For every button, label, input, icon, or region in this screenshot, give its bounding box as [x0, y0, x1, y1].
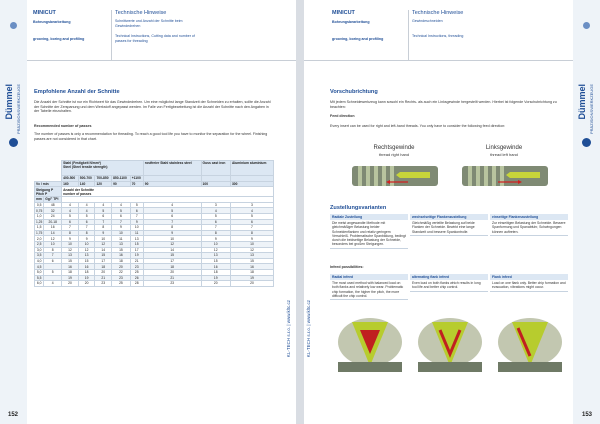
- passes-cell: 17: [130, 247, 143, 253]
- logo-icon: [9, 138, 18, 147]
- table-row: [35, 281, 274, 287]
- passes-cell: 16: [62, 264, 79, 270]
- passes-cell: 21: [130, 258, 143, 264]
- passes-cell: 23: [95, 281, 112, 287]
- left-page: [0, 0, 296, 424]
- passes-cell: 8: [62, 230, 79, 236]
- header-col-2: [115, 10, 205, 60]
- passes-cell: 20: [62, 281, 79, 287]
- sidebar-brand: Dümmel: [4, 84, 14, 120]
- pitch-mm-cell: 1,25: [35, 219, 43, 224]
- passes-cell: 15: [95, 253, 112, 259]
- passes-cell: 4: [78, 208, 95, 214]
- passes-cell: 6: [95, 213, 112, 219]
- pitch-tpi-cell: 14: [44, 230, 62, 236]
- passes-cell: 16: [112, 253, 131, 259]
- page-header: [27, 10, 296, 61]
- variant-alternating-en: [410, 274, 488, 292]
- passes-cell: 5: [201, 213, 230, 219]
- variant-radial: [330, 214, 408, 249]
- passes-label: Anzahl der Schnitte number of passes: [62, 187, 274, 197]
- passes-cell: 4: [95, 202, 112, 208]
- passes-cell: 10: [201, 241, 230, 247]
- col-group-stainless: rostfreier Stahl stainless steel: [143, 161, 201, 176]
- variant-text-en: Load on one flank only. Better chip formation and evacuation, vibrations might occur.: [490, 280, 568, 292]
- passes-cell: 8: [78, 230, 95, 236]
- passes-cell: 13: [130, 236, 143, 242]
- passes-cell: 19: [230, 275, 273, 281]
- passes-cell: 21: [95, 275, 112, 281]
- variant-text-en: Even load on both flanks which results in long tool life and better chip control.: [410, 280, 488, 292]
- sidebar-brand: Dümmel: [577, 84, 587, 120]
- header-subtitle-en: grooving, boring and profiling: [332, 36, 384, 41]
- pitch-mm-cell: 5,5: [35, 275, 44, 281]
- passes-cell: 19: [78, 275, 95, 281]
- pitch-mm-cell: 6,0: [35, 281, 44, 287]
- passes-cell: 15: [78, 258, 95, 264]
- passes-cell: 23: [130, 264, 143, 270]
- header-subtitle-en: grooving, boring and profiling: [33, 36, 85, 41]
- header-col2-en: Technical Instructions, threading: [412, 33, 464, 38]
- passes-cell: 20: [230, 281, 273, 287]
- passes-cell: 19: [201, 275, 230, 281]
- passes-cell: 18: [95, 264, 112, 270]
- zustellung-title: Zustellungsvarianten: [330, 205, 387, 211]
- intro-de: Die Anzahl der Schnitte ist nur ein Richtwert für das Gewindedrehen. Um eine möglichst lange Standzeit der Schneiden zu erhalten, sollte die Anzahl der Schnitte der Zerspanung und dem Werkstoff angepasst werden. Im Falle von Fertigbearbeitung ist die Anzahl der Schnitte nach den Angaben in der Tabelle einzuhalten.: [34, 100, 271, 114]
- variant-title: wechselseitige Flankenzustellung: [410, 214, 488, 220]
- passes-cell: 5: [143, 208, 201, 214]
- header-col-1: [33, 10, 109, 60]
- header-divider: [408, 10, 409, 60]
- section-title: Empfohlene Anzahl der Schnitte: [34, 89, 120, 95]
- passes-cell: 25: [130, 269, 143, 275]
- passes-cell: 7: [78, 225, 95, 231]
- passes-cell: 4: [143, 202, 201, 208]
- passes-cell: 21: [143, 275, 201, 281]
- vc-value: 100: [201, 181, 230, 187]
- band-4: 850-1100: [112, 176, 131, 182]
- passes-cell: 10: [130, 225, 143, 231]
- passes-cell: 4: [112, 202, 131, 208]
- passes-cell: 7: [130, 213, 143, 219]
- band-3: 700-850: [95, 176, 112, 182]
- passes-cell: 20: [201, 281, 230, 287]
- passes-cell: 12: [230, 247, 273, 253]
- passes-table: [34, 160, 274, 287]
- passes-cell: 7: [95, 219, 112, 225]
- passes-cell: 9: [230, 236, 273, 242]
- vc-value: 300: [230, 181, 273, 187]
- passes-cell: 11: [112, 236, 131, 242]
- passes-cell: 7: [112, 219, 131, 225]
- pitch-tpi-cell: 4: [44, 281, 62, 287]
- passes-cell: 16: [201, 264, 230, 270]
- header-title: MINICUT: [33, 10, 56, 16]
- logo-icon: [582, 138, 591, 147]
- passes-cell: 9: [62, 236, 79, 242]
- pitch-mm-cell: 2,5: [35, 241, 44, 247]
- pitch-mm-cell: 1,5: [35, 225, 44, 231]
- passes-cell: 13: [62, 253, 79, 259]
- vc-value: 90: [112, 181, 131, 187]
- passes-cell: 5: [95, 208, 112, 214]
- pitch-tpi-cell: 8: [44, 247, 62, 253]
- pitch-mm-cell: 1,0: [35, 213, 44, 219]
- passes-cell: 12: [62, 247, 79, 253]
- passes-cell: 3: [230, 202, 273, 208]
- passes-cell: 23: [143, 281, 201, 287]
- section-title: Vorschubrichtung: [330, 89, 378, 95]
- passes-cell: 5: [112, 208, 131, 214]
- sidebar-brand-sub: PRÄZISIONSWERKZEUGE: [16, 84, 21, 135]
- vertical-credit: KL-TECH s.r.o. | www.kltc.cz: [286, 300, 291, 358]
- passes-cell: 14: [143, 247, 201, 253]
- passes-cell: 20: [78, 281, 95, 287]
- header-divider: [111, 10, 112, 60]
- passes-cell: 26: [130, 275, 143, 281]
- vc-value: 70: [130, 181, 143, 187]
- vertical-credit: KL-TECH s.r.o. | www.kltc.cz: [306, 300, 311, 358]
- pitch-tpi-cell: 48: [44, 202, 62, 208]
- variant-text: Die meist angewandte Methode mit gleichmäßiger Belastung beider Schneidenflanken und relativ geringem Verschleiß. Problematische Spanbildung, bedingt durch die beidseitige Belastung der Schneide, besonders bei großen Steigungen.: [330, 220, 408, 249]
- pitch-mm-cell: 5,0: [35, 269, 44, 275]
- pitch-mm-cell: 0,5: [35, 202, 44, 208]
- pitch-tpi-cell: 12: [44, 236, 62, 242]
- passes-cell: 6: [201, 219, 230, 225]
- header-subtitle: Bohrungsbearbeitung: [332, 20, 370, 24]
- header-col2-title: Technische Hinweise: [412, 10, 464, 16]
- passes-cell: 12: [143, 241, 201, 247]
- variant-title-en: Flank infeed: [490, 274, 568, 280]
- intro-en: Every insert can be used for right and left-hand threads. You only have to consider the following feed direction:: [330, 124, 506, 128]
- pitch-tpi-cell: 16: [44, 225, 62, 231]
- variant-radial-en: [330, 274, 408, 300]
- passes-cell: 10: [230, 241, 273, 247]
- passes-cell: 9: [143, 230, 201, 236]
- pitch-tpi-cell: 7: [44, 253, 62, 259]
- header-col-1: [332, 10, 408, 60]
- right-page: [304, 0, 600, 424]
- pitch-tpi-cell: 6: [44, 258, 62, 264]
- passes-cell: 8: [230, 230, 273, 236]
- pitch-mm-cell: 2,0: [35, 236, 44, 242]
- passes-cell: 12: [78, 247, 95, 253]
- passes-cell: 12: [201, 247, 230, 253]
- passes-cell: 9: [130, 219, 143, 225]
- thread-right-label-en: thread right hand: [378, 152, 410, 157]
- passes-cell: 3: [201, 202, 230, 208]
- pitch-tpi-cell: 10: [44, 241, 62, 247]
- passes-cell: 7: [201, 225, 230, 231]
- intro-en: The number of passes is only a recommendation for threading. To reach a good tool life you have to monitor the separation for the wheel. Finishing passes are not considered in that chart.: [34, 132, 268, 141]
- passes-cell: 18: [143, 264, 201, 270]
- passes-cell: 15: [130, 241, 143, 247]
- passes-cell: 18: [78, 269, 95, 275]
- passes-cell: 9: [78, 236, 95, 242]
- vc-value: 120: [95, 181, 112, 187]
- passes-cell: 15: [201, 258, 230, 264]
- passes-cell: 6: [78, 219, 95, 225]
- intro-de: Mit jedem Schneidewerkzeug kann sowohl ein Rechts- als auch ein Linksgewinde hergestellt werden. Hierbei ist folgende Vorschubrichtung zu beachten:: [330, 100, 557, 109]
- vc-value: 160: [62, 181, 79, 187]
- header-col2-de: Gewindeschneiden: [412, 19, 443, 23]
- band-1: 400-500: [62, 176, 79, 182]
- passes-cell: 10: [112, 230, 131, 236]
- passes-cell: 20: [112, 264, 131, 270]
- passes-cell: 6: [130, 208, 143, 214]
- flank-infeed-graphic: [498, 318, 562, 372]
- passes-cell: 13: [230, 253, 273, 259]
- passes-cell: 15: [112, 247, 131, 253]
- passes-cell: 9: [201, 236, 230, 242]
- vc-value: 140: [78, 181, 95, 187]
- radial-infeed-graphic: [338, 318, 402, 372]
- right-hand-thread-graphic: [352, 166, 438, 186]
- band-5: +1100: [130, 176, 143, 182]
- pitch-tpi-cell: 20-18: [44, 219, 62, 225]
- sidebar-brand-sub: PRÄZISIONSWERKZEUGE: [589, 84, 594, 135]
- header-col2-title: Technische Hinweise: [115, 10, 167, 16]
- passes-cell: 17: [95, 258, 112, 264]
- passes-cell: 7: [143, 219, 201, 225]
- passes-cell: 14: [95, 247, 112, 253]
- passes-cell: 7: [62, 225, 79, 231]
- passes-cell: 10: [78, 241, 95, 247]
- pitch-mm-cell: 3,0: [35, 247, 44, 253]
- passes-cell: 9: [112, 225, 131, 231]
- page-gutter: [296, 0, 304, 424]
- globe-icon: [10, 22, 17, 29]
- pitch-mm-cell: 0,75: [35, 208, 43, 213]
- page-number: 153: [581, 412, 592, 418]
- passes-cell: 6: [143, 213, 201, 219]
- passes-cell: 4: [62, 202, 79, 208]
- passes-cell: 13: [78, 253, 95, 259]
- passes-cell: 28: [130, 281, 143, 287]
- pitch-tpi-cell: 32: [44, 208, 62, 214]
- globe-icon: [583, 22, 590, 29]
- passes-cell: 17: [143, 258, 201, 264]
- infeed-label: Infeed possibilities:: [330, 265, 364, 269]
- passes-cell: 7: [230, 225, 273, 231]
- pitch-mm-cell: 4,5: [35, 264, 44, 270]
- passes-cell: 10: [143, 236, 201, 242]
- header-title: MINICUT: [332, 10, 355, 16]
- variant-title: Radiale Zustellung: [330, 214, 408, 220]
- mm-label: mm: [36, 197, 42, 202]
- variant-text: Zur einseitigen Belastung der Schneide. Bessere Spanformung und Spanabfuhr, Schwingungen können auftreten.: [490, 220, 568, 236]
- right-sidebar: [573, 0, 600, 424]
- passes-cell: 5: [230, 213, 273, 219]
- passes-cell: 4: [230, 208, 273, 214]
- alternating-infeed-graphic: [418, 318, 482, 372]
- passes-cell: 16: [230, 264, 273, 270]
- pitch-tpi-cell: 5: [44, 269, 62, 275]
- band-2: 500-700: [78, 176, 95, 182]
- passes-cell: 10: [95, 236, 112, 242]
- pitch-mm-cell: 1,75: [35, 231, 43, 236]
- vc-label: Vc / min: [35, 181, 62, 187]
- passes-cell: 18: [230, 269, 273, 275]
- passes-cell: 8: [143, 225, 201, 231]
- passes-cell: 22: [112, 269, 131, 275]
- infeed-illustrations: [330, 316, 570, 376]
- thread-illustration: [340, 158, 560, 194]
- col-group-cast: Guss cast iron: [201, 161, 230, 176]
- passes-cell: 19: [62, 275, 79, 281]
- passes-cell: 11: [130, 230, 143, 236]
- header-col2-en: Technical Instructions, Cutting data and number of passes for threading: [115, 34, 195, 43]
- page-header: [304, 10, 573, 61]
- passes-cell: 4: [78, 202, 95, 208]
- vc-value: 90: [143, 181, 201, 187]
- left-sidebar: [0, 0, 27, 424]
- en-heading: Recommended number of passes: [34, 124, 92, 128]
- passes-cell: 15: [143, 253, 201, 259]
- en-heading: Feed direction: [330, 114, 355, 118]
- thread-left-label-en: thread left hand: [490, 152, 518, 157]
- passes-cell: 25: [112, 281, 131, 287]
- passes-cell: 5: [78, 213, 95, 219]
- pitch-mm-cell: 3,5: [35, 253, 44, 259]
- passes-cell: 4: [62, 208, 79, 214]
- variant-alternating: [410, 214, 488, 236]
- passes-cell: 6: [62, 219, 79, 225]
- passes-cell: 23: [112, 275, 131, 281]
- thread-left-label: Linksgewinde: [485, 145, 523, 151]
- passes-cell: 4: [201, 208, 230, 214]
- variant-flank: [490, 214, 568, 236]
- variant-text-en: The most used method with balanced load on both flanks and relatively low wear. Problematic chip formation, the higher the pitch, the more difficult the chip control.: [330, 280, 408, 300]
- passes-cell: 13: [112, 241, 131, 247]
- passes-cell: 5: [62, 213, 79, 219]
- passes-cell: 12: [95, 241, 112, 247]
- passes-cell: 10: [62, 241, 79, 247]
- passes-cell: 19: [130, 253, 143, 259]
- col-group-alu: Aluminium aluminium: [230, 161, 273, 176]
- passes-cell: 8: [201, 230, 230, 236]
- left-hand-thread-graphic: [462, 166, 548, 186]
- passes-cell: 16: [78, 264, 95, 270]
- passes-cell: 15: [62, 258, 79, 264]
- passes-cell: 13: [201, 253, 230, 259]
- passes-cell: 18: [112, 258, 131, 264]
- variant-title-en: Radial infeed: [330, 274, 408, 280]
- variant-flank-en: [490, 274, 568, 292]
- header-subtitle: Bohrungsbearbeitung: [33, 20, 71, 24]
- passes-cell: 18: [201, 269, 230, 275]
- variant-title-en: alternating flank infeed: [410, 274, 488, 280]
- passes-cell: 20: [143, 269, 201, 275]
- passes-cell: 6: [230, 219, 273, 225]
- passes-cell: 15: [230, 258, 273, 264]
- passes-cell: 5: [130, 202, 143, 208]
- passes-cell: 9: [95, 230, 112, 236]
- page-number: 152: [8, 412, 19, 418]
- header-col2-de: Schnittwerte und Anzahl der Schnitte beim Gewindedrehen: [115, 19, 183, 28]
- col-group-steel: Stahl (Festigkeit N/mm²) Steel (Steel tensile strength): [62, 161, 144, 176]
- passes-cell: 8: [95, 225, 112, 231]
- passes-cell: 18: [62, 269, 79, 275]
- tpi-label: Gg/" TPI: [44, 197, 62, 203]
- thread-right-label: Rechtsgewinde: [373, 145, 415, 151]
- pitch-label: Steigung P Pitch P: [35, 187, 62, 197]
- passes-cell: 6: [112, 213, 131, 219]
- pitch-tpi-cell: 24: [44, 213, 62, 219]
- header-col-2: [412, 10, 502, 60]
- passes-table-body: [35, 202, 274, 286]
- pitch-mm-cell: 4,0: [35, 258, 44, 264]
- variant-text: Gleichmäßig verteilte Belastung auf beide Flanken der Schneide. Bewirkt eine lange Standzeit und bessere Spankontrolle.: [410, 220, 488, 236]
- variant-title: einseitige Flankenzustellung: [490, 214, 568, 220]
- passes-cell: 20: [95, 269, 112, 275]
